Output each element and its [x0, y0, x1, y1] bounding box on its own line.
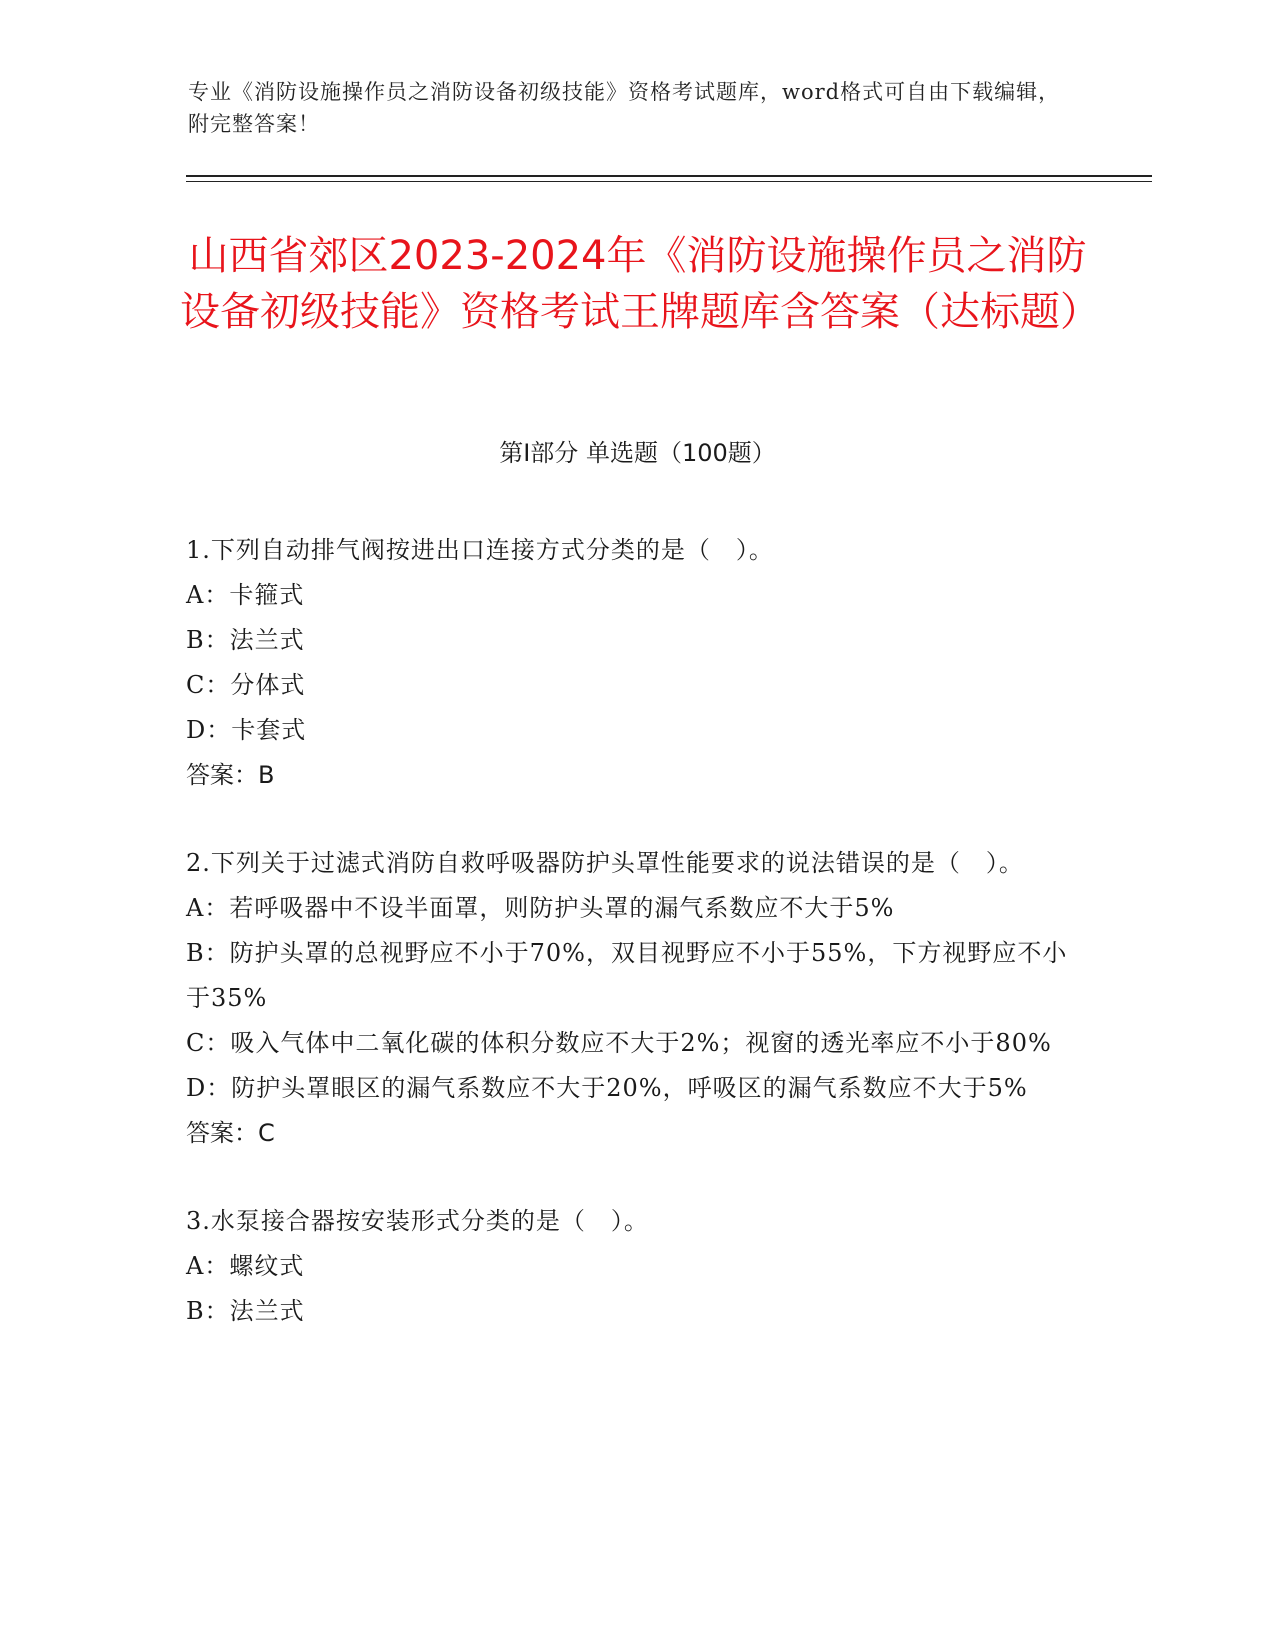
section-title: 第Ⅰ部分 单选题（100题）: [499, 439, 776, 467]
question-1: [186, 528, 1086, 798]
header-note: 专业《消防设施操作员之消防设备初级技能》资格考试题库，word格式可自由下载编辑，附完整答案！: [188, 80, 1061, 136]
question-2: [186, 841, 1086, 1156]
option-d: D：防护头罩眼区的漏气系数应不大于20%，呼吸区的漏气系数应不大于5%: [186, 1074, 1028, 1102]
header-divider-thin: [186, 181, 1152, 182]
option-a: A：螺纹式: [186, 1252, 305, 1280]
header-divider-thick: [186, 175, 1152, 177]
question-stem: 2.下列关于过滤式消防自救呼吸器防护头罩性能要求的说法错误的是（ ）。: [186, 849, 1024, 877]
answer-line: 答案：B: [186, 761, 275, 789]
option-a: A：若呼吸器中不设半面罩，则防护头罩的漏气系数应不大于5%: [186, 894, 895, 922]
question-3: [186, 1199, 1086, 1334]
option-c: C：吸入气体中二氧化碳的体积分数应不大于2%；视窗的透光率应不小于80%: [186, 1029, 1052, 1057]
question-list: [186, 528, 1086, 1377]
option-b: B：法兰式: [186, 626, 305, 654]
option-b: B：法兰式: [186, 1297, 305, 1325]
document-title: 山西省郊区2023-2024年《消防设施操作员之消防设备初级技能》资格考试王牌题库含答案（达标题）: [180, 233, 1100, 335]
option-a: A：卡箍式: [186, 581, 305, 609]
question-stem: 1.下列自动排气阀按进出口连接方式分类的是（ ）。: [186, 536, 774, 564]
option-b: B：防护头罩的总视野应不小于70%，双目视野应不小于55%，下方视野应不小于35%: [186, 939, 1068, 1012]
answer-line: 答案：C: [186, 1119, 275, 1147]
option-d: D：卡套式: [186, 716, 307, 744]
option-c: C：分体式: [186, 671, 306, 699]
question-stem: 3.水泵接合器按安装形式分类的是（ ）。: [186, 1207, 649, 1235]
